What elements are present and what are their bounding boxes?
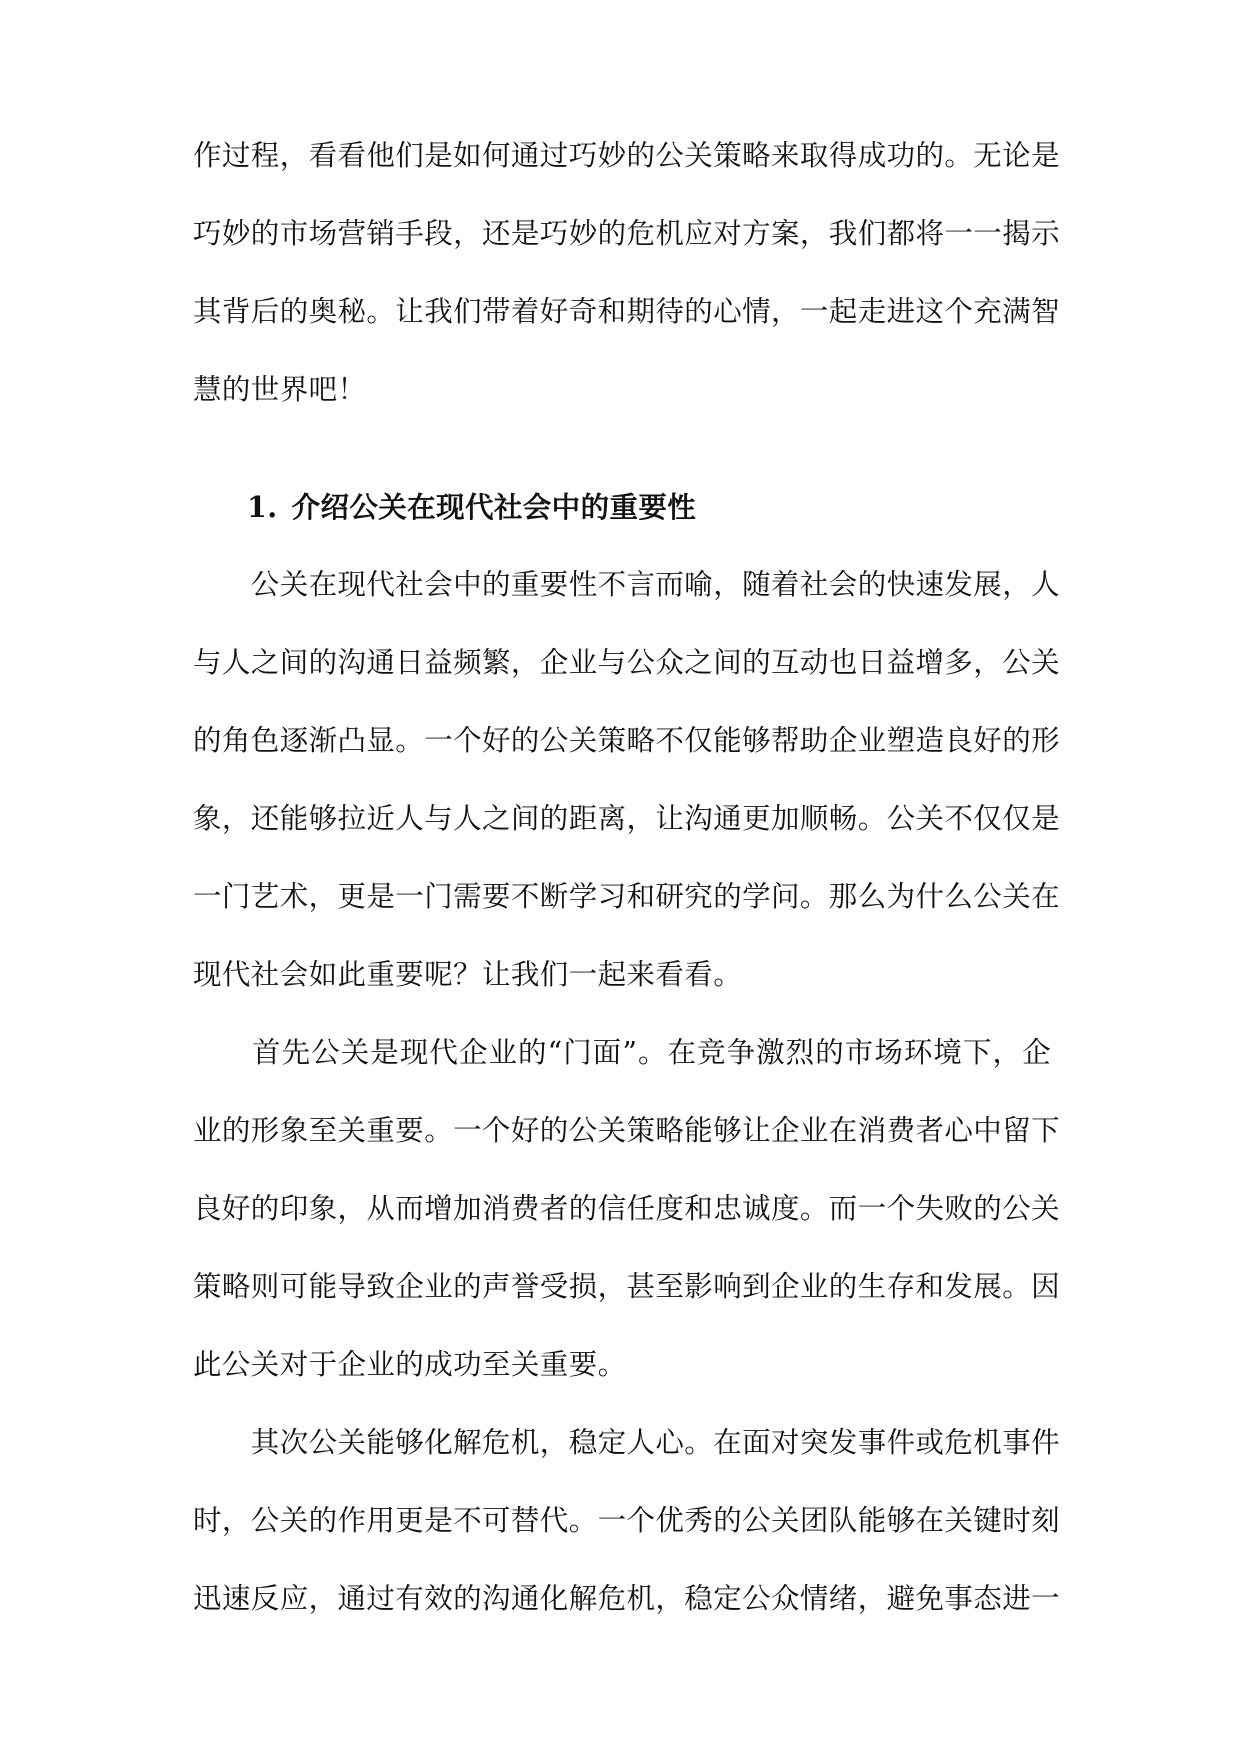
text-line: 首先公关是现代企业的“门面”。在竞争激烈的市场环境下，企	[193, 1036, 1051, 1069]
section-title: 介绍公关在现代社会中的重要性	[291, 490, 697, 524]
text-line: 时，公关的作用更是不可替代。一个优秀的公关团队能够在关键时刻	[193, 1504, 1061, 1537]
section-number: 1.	[247, 490, 278, 524]
text-line: 业的形象至关重要。一个好的公关策略能够让企业在消费者心中留下	[193, 1114, 1061, 1147]
paragraph-crisis	[193, 1404, 1061, 1638]
text-line: 的角色逐渐凸显。一个好的公关策略不仅能够帮助企业塑造良好的形	[193, 724, 1061, 757]
intro-paragraph	[193, 117, 1061, 429]
text-line: 现代社会如此重要呢？让我们一起来看看。	[193, 958, 743, 991]
text-line: 慧的世界吧！	[193, 373, 367, 406]
text-line: 此公关对于企业的成功至关重要。	[193, 1348, 627, 1381]
text-line: 巧妙的市场营销手段，还是巧妙的危机应对方案，我们都将一一揭示	[193, 217, 1061, 250]
text-line: 作过程，看看他们是如何通过巧妙的公关策略来取得成功的。无论是	[193, 139, 1061, 172]
text-line: 策略则可能导致企业的声誉受损，甚至影响到企业的生存和发展。因	[193, 1270, 1061, 1303]
text-line: 其背后的奥秘。让我们带着好奇和期待的心情，一起走进这个充满智	[193, 295, 1061, 328]
section-heading	[247, 468, 696, 546]
text-line: 象，还能够拉近人与人之间的距离，让沟通更加顺畅。公关不仅仅是	[193, 802, 1061, 835]
paragraph-facade	[193, 1014, 1061, 1404]
paragraph-importance	[193, 546, 1061, 1014]
text-line: 一门艺术，更是一门需要不断学习和研究的学问。那么为什么公关在	[193, 880, 1061, 913]
text-line: 其次公关能够化解危机，稳定人心。在面对突发事件或危机事件	[193, 1426, 1061, 1459]
text-line: 良好的印象，从而增加消费者的信任度和忠诚度。而一个失败的公关	[193, 1192, 1061, 1225]
text-line: 公关在现代社会中的重要性不言而喻，随着社会的快速发展，人	[193, 568, 1061, 601]
text-line: 与人之间的沟通日益频繁，企业与公众之间的互动也日益增多，公关	[193, 646, 1061, 679]
text-line: 迅速反应，通过有效的沟通化解危机，稳定公众情绪，避免事态进一	[193, 1582, 1061, 1615]
